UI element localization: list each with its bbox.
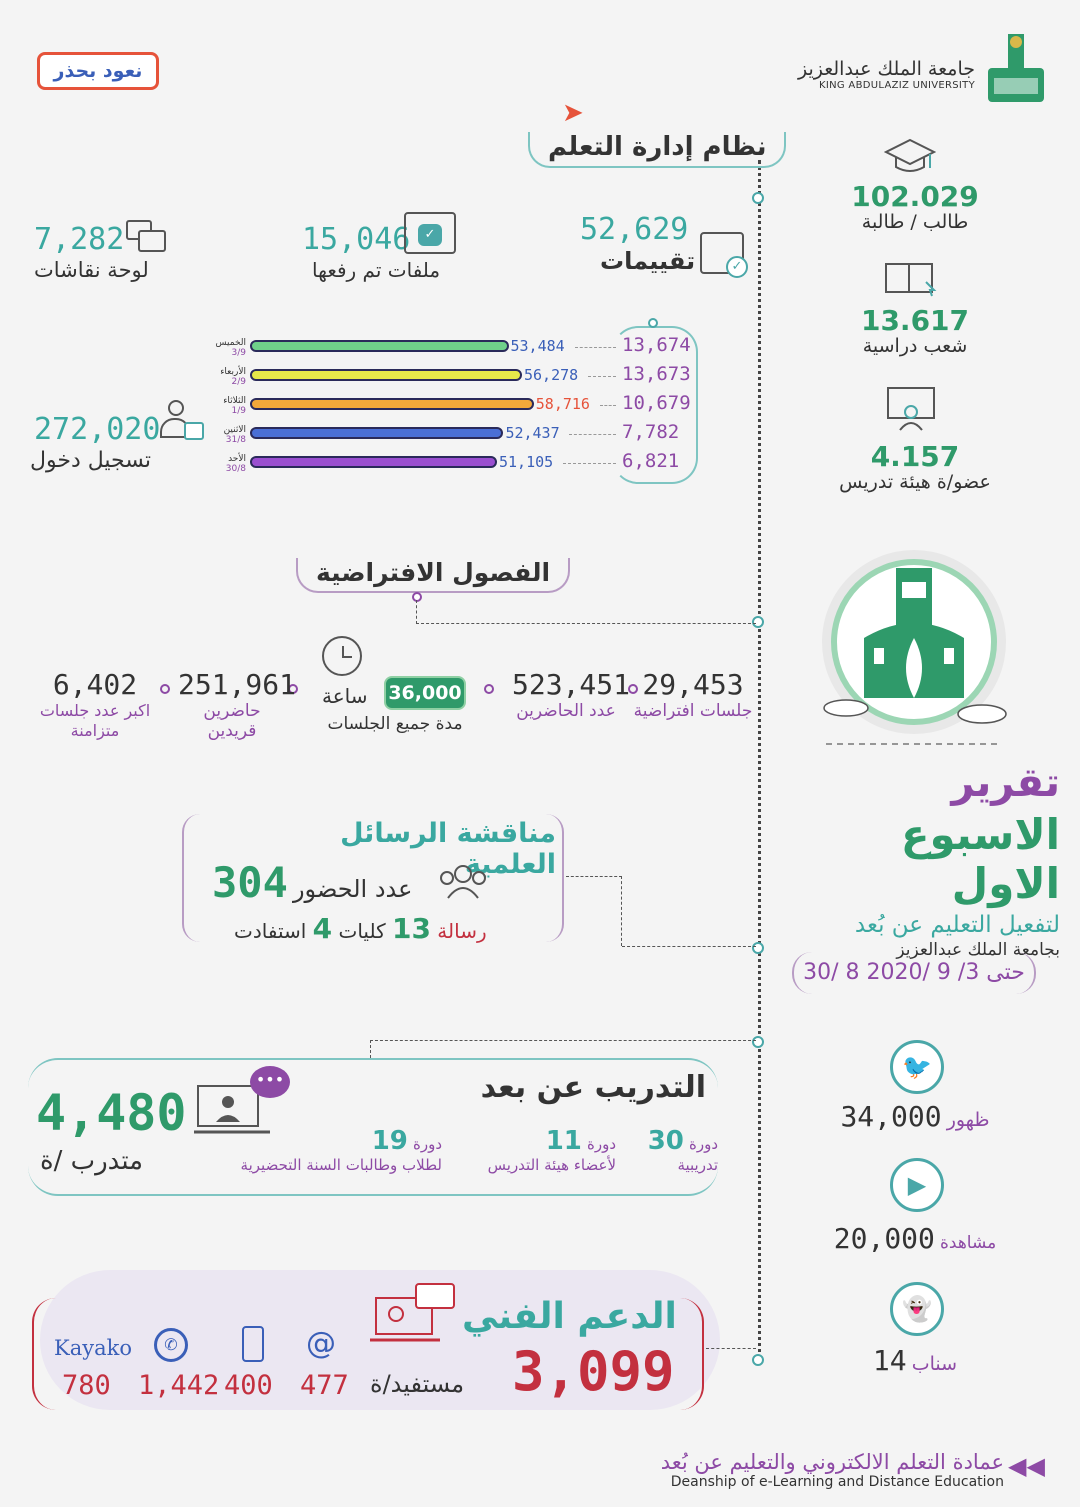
concurrent-value: 6,402	[52, 668, 138, 701]
chart-bar	[250, 427, 503, 439]
course2-num: 11	[545, 1126, 582, 1156]
faculty-label: عضو/ة هيئة تدريس	[839, 471, 991, 493]
attendance-label: عدد الحضور	[292, 875, 413, 903]
leader-line	[563, 463, 616, 464]
students-label: طالب / طالبة	[861, 211, 969, 233]
kayako-label: Kayako	[54, 1336, 132, 1360]
connector-dashed	[566, 876, 622, 946]
folder-check-icon: ✓	[404, 212, 456, 254]
whatsapp-count: 1,442	[138, 1370, 220, 1401]
support-laptop-icon	[370, 1282, 458, 1346]
sessions-value: 29,453	[642, 668, 744, 701]
timeline-node	[752, 192, 764, 204]
bracket-node	[648, 318, 658, 328]
logins-value: 272,020	[34, 412, 161, 447]
badge-logo: نعود بحذر	[37, 52, 159, 90]
trainees-value: 4,480	[36, 1084, 187, 1142]
chart-bar	[250, 456, 497, 468]
chart-bar	[250, 340, 509, 352]
course3-label: لطلاب وطالبات السنة التحضيرية	[240, 1156, 442, 1174]
whatsapp-icon: ✆	[154, 1328, 188, 1362]
snapchat-icon[interactable]: 👻	[890, 1282, 944, 1336]
sections-value: 13.617	[860, 304, 970, 337]
colleges-num: 4	[312, 912, 333, 945]
university-logo	[984, 28, 1048, 104]
course1-num: 30	[647, 1126, 684, 1156]
bar-value-label: 56,278	[524, 366, 579, 384]
bar-value-label: 52,437	[505, 424, 560, 442]
duration-label: مدة جميع الجلسات	[327, 714, 463, 734]
daily-secondary-value: 10,679	[622, 392, 691, 414]
sections-label: شعب دراسية	[862, 335, 968, 357]
course3-unit: دورة	[412, 1135, 442, 1153]
connector-dashed	[416, 600, 756, 624]
course3-num: 19	[371, 1126, 408, 1156]
near-value: 251,961	[178, 668, 297, 701]
report-dates: 30/ 8 حتى 3/ 9 /2020	[792, 952, 1036, 994]
report-word2: الاسبوع الاول	[900, 810, 1060, 908]
snap-label: سناب	[911, 1353, 958, 1375]
email-count: 477	[300, 1370, 349, 1401]
bar-value-label: 51,105	[499, 453, 554, 471]
bar-value-label: 58,716	[535, 395, 590, 413]
files-label: ملفات تم رفعها	[312, 258, 441, 282]
daily-secondary-value: 6,821	[622, 450, 680, 472]
logins-label: تسجيل دخول	[30, 448, 151, 473]
support-label: مستفيد/ة	[370, 1370, 465, 1398]
leader-line	[588, 376, 616, 377]
course1-label: تدريبية	[677, 1156, 718, 1174]
graduation-cap-icon	[884, 138, 936, 178]
connector-dashed	[706, 1348, 756, 1349]
support-title: الدعم الفني	[462, 1296, 677, 1337]
theses-title: مناقشة الرسائل العلمية	[340, 818, 556, 880]
twitter-value: 34,000	[840, 1100, 942, 1133]
attendance-value: 304	[212, 858, 288, 907]
timeline-node	[752, 942, 764, 954]
clock-icon	[322, 636, 362, 676]
chat-dots-icon: •••	[250, 1066, 290, 1098]
bullet-dot	[484, 684, 494, 694]
day-label: الأربعاء 2/9	[220, 367, 246, 387]
day-label: الثلاثاء 1/9	[223, 396, 246, 416]
support-value: 3,099	[512, 1340, 675, 1403]
snap-value: 14	[872, 1344, 907, 1377]
youtube-value: 20,000	[833, 1222, 935, 1255]
students-value: 102.029	[851, 180, 979, 213]
timeline-node	[752, 1354, 764, 1366]
duration-unit: ساعة	[322, 684, 368, 708]
day-label: الخميس 3/9	[215, 338, 246, 358]
leader-line	[569, 434, 616, 435]
document-check-icon: ✓	[700, 232, 744, 274]
connector-dashed	[622, 946, 756, 947]
at-sign-icon: @	[306, 1326, 336, 1361]
paper-plane-icon: ➤	[562, 98, 584, 128]
double-arrow-icon: ◀◀	[1008, 1452, 1045, 1480]
report-sub2: بجامعة الملك عبدالعزيز	[896, 940, 1060, 960]
files-value: 15,046	[302, 222, 411, 257]
twitter-label: ظهور	[946, 1109, 990, 1131]
bullet-dot	[160, 684, 170, 694]
virtual-title: الفصول الافتراضية	[296, 558, 570, 593]
youtube-icon[interactable]: ▶	[890, 1158, 944, 1212]
report-sub1: لتفعيل التعليم عن بُعد	[854, 912, 1060, 938]
boards-value: 7,282	[34, 222, 125, 257]
twitter-icon[interactable]: 🐦	[890, 1040, 944, 1094]
footer-ar: عمادة التعلم الالكتروني والتعليم عن بُعد	[660, 1450, 1004, 1474]
daily-bar-chart	[200, 334, 700, 478]
timeline-line	[758, 160, 761, 1360]
university-emblem	[806, 548, 1022, 748]
people-group-icon	[436, 862, 490, 900]
theses-word: رسالة	[437, 919, 487, 943]
sessions-label: جلسات افتراضية	[633, 701, 753, 721]
theses-num: 13	[391, 912, 431, 945]
mobile-icon	[242, 1326, 264, 1362]
kayako-count: 780	[62, 1370, 111, 1401]
phone-count: 400	[224, 1370, 273, 1401]
book-icon	[884, 260, 938, 300]
daily-secondary-value: 7,782	[622, 421, 680, 443]
lms-title: نظام إدارة التعلم	[528, 132, 786, 168]
course2-label: لأعضاء هيئة التدريس	[487, 1156, 616, 1174]
bar-value-label: 53,484	[510, 337, 565, 355]
evaluations-value: 52,629	[580, 212, 689, 247]
boards-label: لوحة نقاشات	[34, 258, 149, 282]
course1-unit: دورة	[688, 1135, 718, 1153]
near-label: حاضرين قريدين	[203, 701, 261, 741]
concurrent-label: اكبر عدد جلسات متزامنة	[39, 701, 151, 740]
teacher-board-icon	[886, 386, 936, 432]
connector-dashed	[370, 1040, 756, 1058]
leader-line	[575, 347, 616, 348]
attendees-value: 523,451	[512, 668, 631, 701]
course2-unit: دورة	[586, 1135, 616, 1153]
training-title: التدريب عن بعد	[480, 1070, 706, 1105]
footer-en: Deanship of e-Learning and Distance Education	[670, 1474, 1004, 1490]
evaluations-label: تقييمات	[600, 247, 696, 275]
chart-bar	[250, 398, 534, 410]
university-name-en: KING ABDULAZIZ UNIVERSITY	[819, 80, 975, 91]
day-label: الاثنين 31/8	[223, 425, 246, 445]
attendees-label: عدد الحاضرين	[516, 701, 616, 721]
duration-badge: 36,000	[384, 676, 466, 710]
leader-line	[600, 405, 616, 406]
faculty-value: 4.157	[870, 440, 960, 473]
chat-bubbles-icon	[126, 220, 168, 254]
daily-secondary-value: 13,673	[622, 363, 691, 385]
colleges-word: كليات	[338, 919, 386, 943]
youtube-label: مشاهدة	[940, 1233, 997, 1253]
university-name-ar: جامعة الملك عبدالعزيز	[797, 58, 975, 80]
report-word1: تقرير	[951, 760, 1060, 806]
daily-secondary-value: 13,674	[622, 334, 691, 356]
chart-bar	[250, 369, 522, 381]
trainees-label: متدرب /ة	[40, 1146, 144, 1176]
benefit-word: استفادت	[234, 919, 307, 943]
day-label: الأحد 30/8	[225, 454, 246, 474]
